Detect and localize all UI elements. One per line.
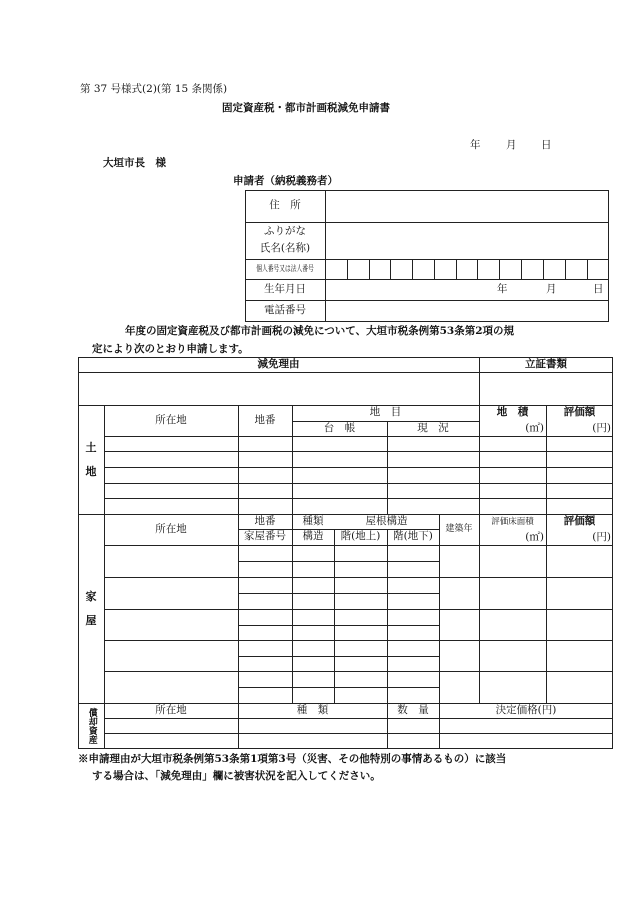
- date-year-label: 年: [470, 139, 481, 151]
- house-lot-header: 地番: [254, 514, 276, 527]
- docs-field[interactable]: [480, 373, 612, 404]
- birth-day-label: 日: [593, 283, 604, 295]
- depreciable-type-header: 種 類: [296, 703, 329, 716]
- address-label: 住 所: [269, 199, 301, 212]
- house-floor-area-header: 評価床面積: [491, 516, 534, 527]
- house-value-unit: (円): [592, 530, 611, 543]
- footnote-line-1: ※申請理由が大垣市税条例第53条第1項第3号（災害、その他特別の事情あるもの）に該当: [78, 753, 507, 765]
- date-day-label: 日: [541, 139, 552, 151]
- phone-label: 電話番号: [264, 304, 306, 317]
- docs-header: 立証書類: [525, 357, 567, 370]
- land-current-header: 現 況: [417, 421, 449, 434]
- house-location-header: 所在地: [155, 522, 187, 535]
- page-title: 固定資産税・都市計画税減免申請書: [222, 102, 390, 114]
- house-floors-below-header: 階(地下): [393, 530, 433, 543]
- land-side-label-1: 土: [85, 441, 97, 455]
- house-value-header: 評価額: [563, 515, 596, 528]
- addressee: 大垣市長 様: [103, 157, 166, 169]
- birth-month-label: 月: [546, 283, 557, 295]
- house-side-label-2: 屋: [85, 614, 97, 628]
- house-floors-above-header: 階(地上): [340, 530, 381, 543]
- land-category-header: 地 目: [369, 406, 402, 419]
- id-number-label: 個人番号又は法人番号: [256, 264, 314, 273]
- land-value-header: 評価額: [563, 406, 596, 419]
- house-built-year-header: 建築年: [445, 523, 473, 534]
- birth-label: 生年月日: [264, 282, 306, 295]
- phone-field[interactable]: [326, 301, 608, 321]
- footnote-line-2: する場合は、「減免理由」欄に被害状況を記入してください。: [92, 770, 381, 782]
- statement-line-1: 年度の固定資産税及び都市計画税の減免について、大垣市税条例第53条第2項の規: [125, 325, 514, 337]
- house-type-header: 種類: [302, 514, 324, 527]
- name-label: 氏名(名称): [259, 241, 311, 254]
- house-number-header: 家屋番号: [244, 530, 286, 543]
- name-field[interactable]: [326, 223, 608, 258]
- birth-year-label: 年: [497, 283, 508, 295]
- house-roof-header: 屋根構造: [365, 514, 408, 527]
- address-field[interactable]: [326, 191, 608, 221]
- form-number: 第 37 号様式(2)(第 15 条関係): [80, 83, 228, 95]
- depreciable-quantity-header: 数 量: [397, 703, 429, 716]
- land-side-label-2: 地: [85, 465, 97, 479]
- applicant-heading: 申請者（納税義務者）: [233, 175, 338, 187]
- land-area-unit: (㎡): [525, 421, 544, 434]
- reason-header: 減免理由: [257, 357, 300, 370]
- furigana-label: ふりがな: [264, 225, 306, 238]
- house-structure-header: 構造: [302, 530, 324, 543]
- depreciable-price-header: 決定価格(円): [495, 703, 557, 716]
- land-lot-header: 地番: [254, 413, 276, 426]
- house-floor-area-unit: (㎡): [525, 530, 544, 543]
- house-side-label-1: 家: [85, 590, 97, 604]
- depreciable-location-header: 所在地: [155, 703, 187, 716]
- reason-field[interactable]: [79, 373, 478, 404]
- land-value-unit: (円): [592, 421, 611, 434]
- land-location-header: 所在地: [155, 413, 187, 426]
- statement-line-2: 定により次のとおり申請します。: [92, 343, 249, 355]
- land-register-header: 台 帳: [323, 421, 356, 434]
- land-area-header: 地 積: [496, 406, 529, 419]
- date-month-label: 月: [506, 139, 517, 151]
- depreciable-side-label: 償却資産: [86, 708, 97, 744]
